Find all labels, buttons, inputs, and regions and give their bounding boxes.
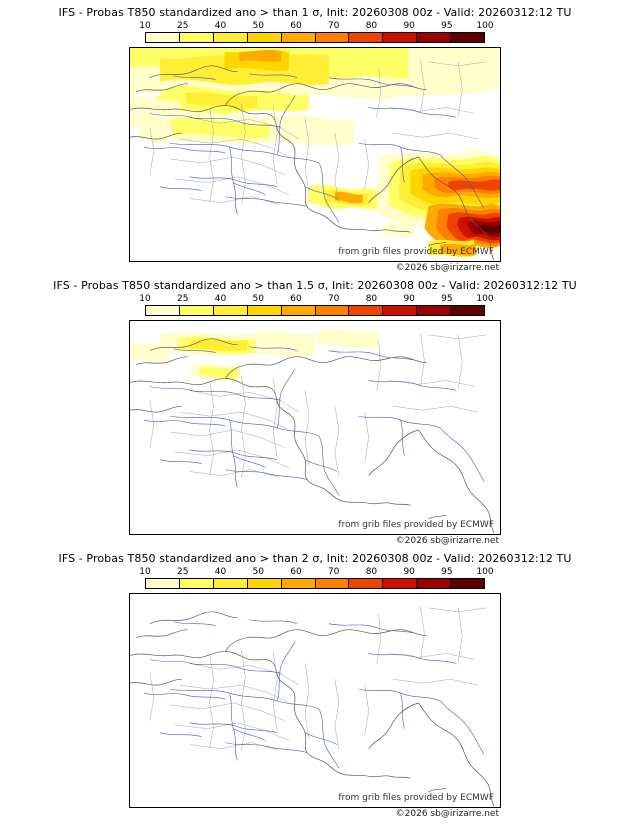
colorbar-tick: 40 [214,21,227,31]
colorbar-segment [180,33,214,42]
colorbar-segment [316,33,350,42]
colorbar-tick: 80 [365,21,378,31]
colorbar-labels [139,21,494,32]
colorbar-segment [180,306,214,315]
colorbar-tick: 100 [476,567,494,577]
colorbar-gradient [145,32,485,43]
colorbar-segment [451,306,484,315]
colorbar-segment [146,579,180,588]
colorbar-segment [282,33,316,42]
colorbar-segment [146,33,180,42]
colorbar-segment [417,579,451,588]
colorbar-2 [139,294,494,318]
colorbar-tick: 90 [403,21,415,31]
colorbar-1 [139,21,494,45]
colorbar-labels [139,294,494,305]
colorbar-tick: 80 [365,567,378,577]
colorbar-segment [214,306,248,315]
colorbar-segment [316,579,350,588]
map-graphic [130,321,500,534]
colorbar-segment [248,579,282,588]
ecmwf-credit: from grib files provided by ECMWF [338,793,494,803]
colorbar-tick: 10 [139,567,151,577]
panel-title: IFS - Probas T850 standardized ano > than 1.5 σ, Init: 20260308 00z - Valid: 20260312:12 TU [53,279,577,292]
colorbar-segment [214,33,248,42]
colorbar-tick: 95 [441,21,453,31]
colorbar-segment [383,306,417,315]
colorbar-segment [214,579,248,588]
map-panel-sigma-1-5[interactable] [129,320,501,535]
panel-sigma-1 [0,0,630,273]
colorbar-tick: 70 [327,21,340,31]
colorbar-labels [139,567,494,578]
map-graphic [130,594,500,807]
colorbar-segment [180,579,214,588]
colorbar-tick: 70 [327,294,340,304]
colorbar-tick: 100 [476,21,494,31]
colorbar-segment [349,33,383,42]
panel-sigma-1-5 [0,273,630,546]
site-credit: ©2026 sb@irizarre.net [395,536,499,546]
map-panel-sigma-1[interactable] [129,47,501,262]
colorbar-tick: 50 [252,294,264,304]
colorbar-tick: 95 [441,294,453,304]
colorbar-segment [316,306,350,315]
panel-title: IFS - Probas T850 standardized ano > than 1 σ, Init: 20260308 00z - Valid: 20260312:12 TU [58,6,572,19]
coastline-layer [130,612,494,806]
colorbar-segment [383,579,417,588]
colorbar-tick: 90 [403,294,415,304]
colorbar-tick: 50 [252,21,264,31]
admin-borders-layer [150,606,486,751]
ecmwf-credit: from grib files provided by ECMWF [338,520,494,530]
colorbar-tick: 80 [365,294,378,304]
colorbar-tick: 25 [177,567,189,577]
colorbar-tick: 50 [252,567,264,577]
colorbar-tick: 25 [177,294,189,304]
panel-title: IFS - Probas T850 standardized ano > than 2 σ, Init: 20260308 00z - Valid: 20260312:12 TU [58,552,572,565]
colorbar-gradient [145,578,485,589]
panel-sigma-2 [0,546,630,819]
ecmwf-credit: from grib files provided by ECMWF [338,247,494,257]
colorbar-tick: 60 [290,21,302,31]
map-graphic [130,48,500,261]
colorbar-tick: 25 [177,21,189,31]
colorbar-segment [282,579,316,588]
probability-field [130,48,500,257]
colorbar-tick: 70 [327,567,340,577]
colorbar-tick: 60 [290,294,302,304]
colorbar-segment [248,306,282,315]
colorbar-tick: 40 [214,567,227,577]
colorbar-tick: 60 [290,567,302,577]
colorbar-segment [248,33,282,42]
site-credit: ©2026 sb@irizarre.net [395,809,499,819]
rivers-layer [144,620,484,769]
colorbar-segment [146,306,180,315]
colorbar-tick: 90 [403,567,415,577]
colorbar-segment [383,33,417,42]
colorbar-tick: 40 [214,294,227,304]
colorbar-segment [451,33,484,42]
colorbar-segment [349,579,383,588]
colorbar-segment [417,33,451,42]
coastline-layer [130,339,494,533]
colorbar-tick: 10 [139,294,151,304]
probability-field [130,329,379,382]
colorbar-segment [417,306,451,315]
colorbar-segment [349,306,383,315]
colorbar-tick: 10 [139,21,151,31]
colorbar-gradient [145,305,485,316]
map-panel-sigma-2[interactable] [129,593,501,808]
colorbar-segment [451,579,484,588]
colorbar-3 [139,567,494,591]
colorbar-tick: 100 [476,294,494,304]
colorbar-tick: 95 [441,567,453,577]
site-credit: ©2026 sb@irizarre.net [395,263,499,273]
colorbar-segment [282,306,316,315]
